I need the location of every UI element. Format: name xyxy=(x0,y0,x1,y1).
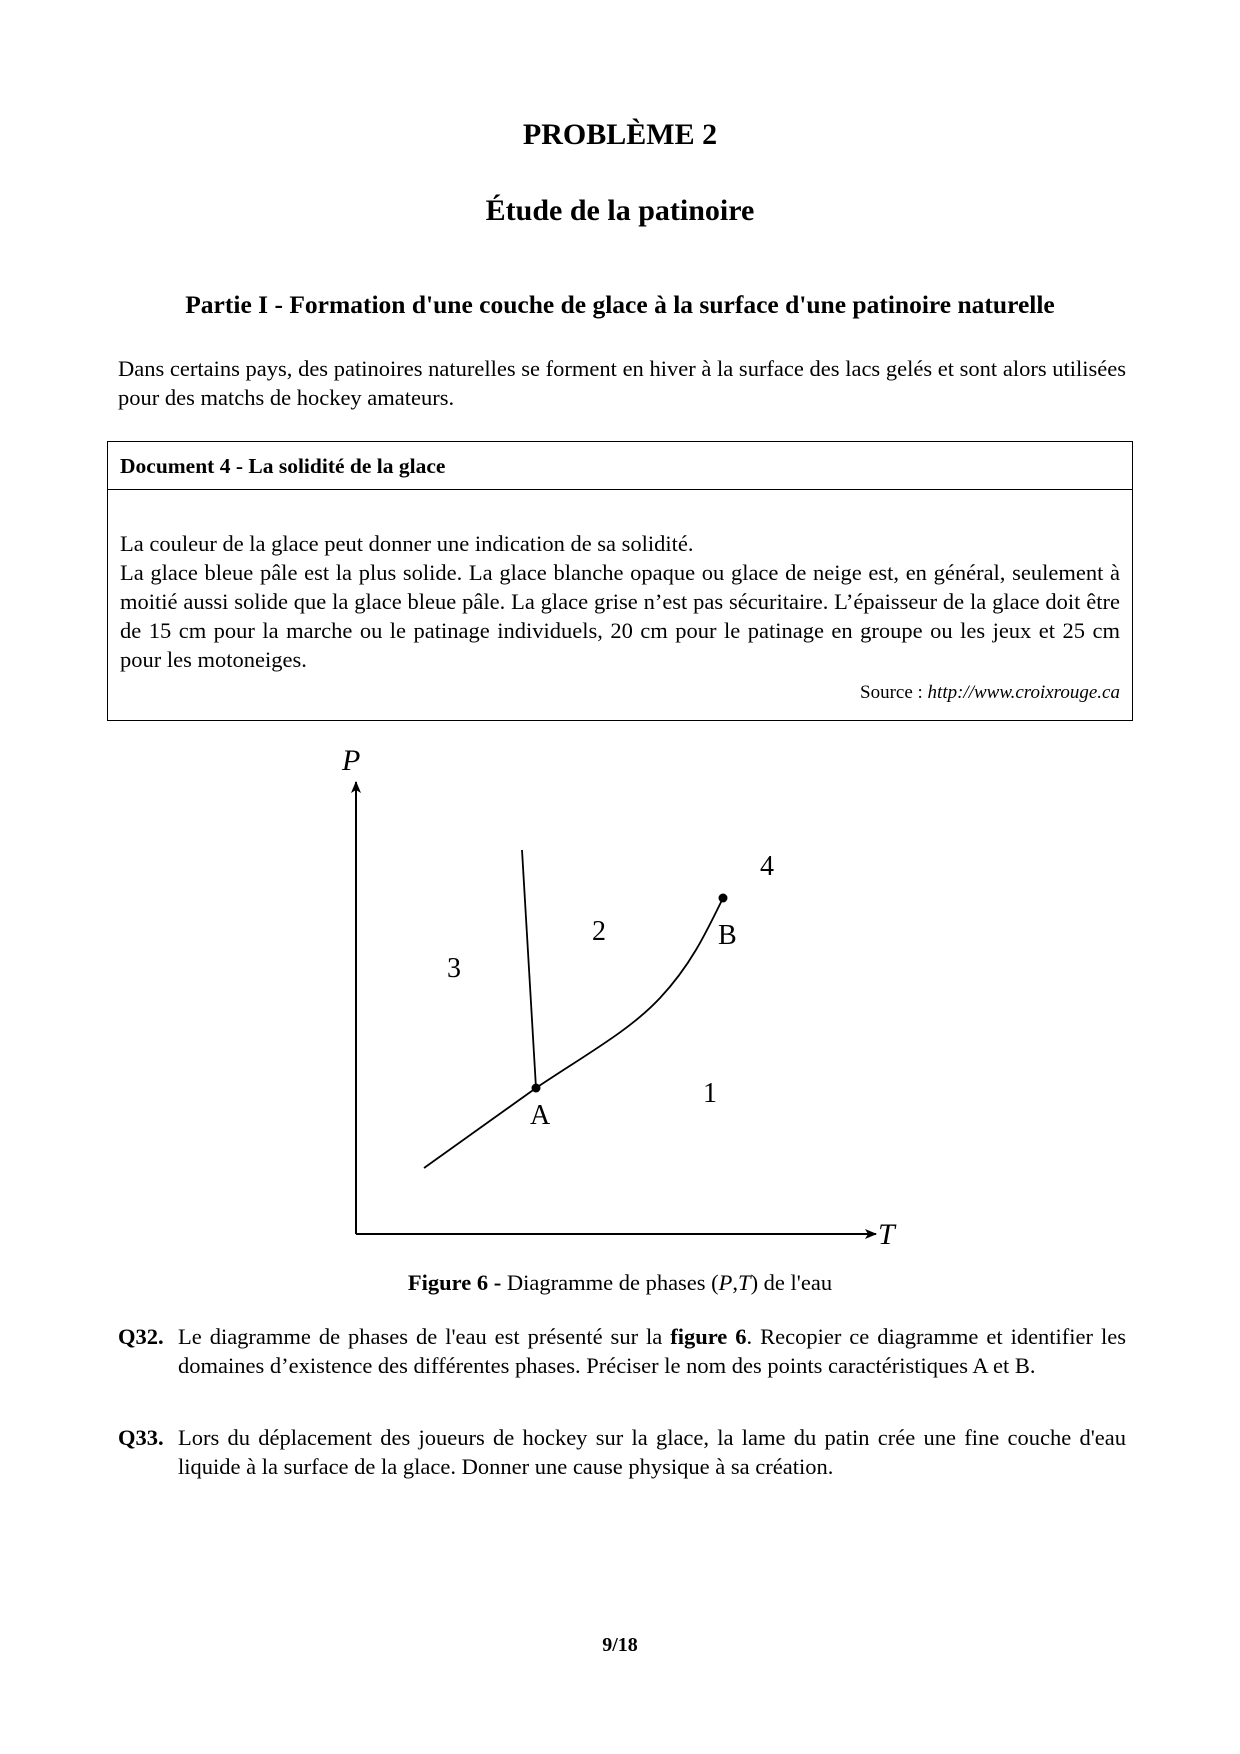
source-url: http://www.croixrouge.ca xyxy=(927,682,1120,703)
region-3-label: 3 xyxy=(447,953,461,984)
critical-point-b xyxy=(719,894,728,903)
document-source xyxy=(120,678,1120,707)
phase-diagram xyxy=(0,740,1240,1260)
point-b-label: B xyxy=(718,920,737,951)
part-title: Partie I - Formation d'une couche de glace à la surface d'une patinoire naturelle xyxy=(185,290,1055,319)
triple-point-a xyxy=(532,1084,541,1093)
q32-text-start: Le diagramme de phases de l'eau est présenté sur la xyxy=(178,1324,671,1349)
x-axis-label: T xyxy=(878,1218,895,1251)
question-33-text: Lors du déplacement des joueurs de hockey sur la glace, la lame du patin crée une fine couche d'eau liquide à la surface de la glace. Donner une cause physique à sa création. xyxy=(178,1425,1126,1479)
fusion-curve xyxy=(522,850,536,1088)
q32-figure-ref: figure 6 xyxy=(670,1324,747,1349)
intro-paragraph: Dans certains pays, des patinoires naturelles se forment en hiver à la surface des lacs gelés et sont alors utilisées pour des matchs de hockey amateurs. xyxy=(118,356,1126,410)
document-line-1: La couleur de la glace peut donner une indication de sa solidité. xyxy=(120,531,694,556)
region-2-label: 2 xyxy=(592,916,606,947)
question-32-number: Q32. xyxy=(118,1324,164,1349)
question-32 xyxy=(118,1322,1126,1380)
question-33-number: Q33. xyxy=(118,1425,164,1450)
problem-title: PROBLÈME 2 xyxy=(522,118,718,151)
caption-comma: , xyxy=(732,1270,739,1295)
question-33 xyxy=(118,1423,1126,1481)
caption-text-start: Diagramme de phases ( xyxy=(506,1270,719,1295)
subtitle: Étude de la patinoire xyxy=(485,194,755,227)
figure-caption xyxy=(0,1270,1240,1296)
question-32-text xyxy=(178,1322,1126,1380)
document-box xyxy=(107,441,1133,721)
q32-text-end: . Recopier ce diagramme et identifier les domaines d’existence des différentes phases. Préciser le nom des points caractéristiques A et B. xyxy=(178,1324,1126,1378)
caption-label: Figure 6 - xyxy=(407,1270,507,1295)
y-axis-label: P xyxy=(342,744,361,777)
point-a-label: A xyxy=(530,1100,551,1131)
region-1-label: 1 xyxy=(703,1078,717,1109)
document-title: Document 4 - La solidité de la glace xyxy=(108,442,1132,490)
region-4-label: 4 xyxy=(760,851,774,882)
page-number: 9/18 xyxy=(602,1634,638,1656)
sublimation-curve xyxy=(424,1088,536,1168)
document-body xyxy=(108,490,1132,707)
document-paragraph: La glace bleue pâle est la plus solide. La glace blanche opaque ou glace de neige est, en général, seulement à moitié aussi solide que la glace bleue pâle. La glace grise n’est pas sécuritaire. L’épaisseur de la glace doit être de 15 cm pour la marche ou le patinage individuels, 20 cm pour le patinage en groupe ou les jeux et 25 cm pour les motoneiges. xyxy=(120,560,1120,672)
caption-text-end: ) de l'eau xyxy=(750,1270,833,1295)
caption-t: T xyxy=(738,1270,751,1295)
vaporisation-curve xyxy=(536,898,723,1088)
caption-p: P xyxy=(718,1270,733,1295)
source-label: Source : xyxy=(860,682,928,703)
